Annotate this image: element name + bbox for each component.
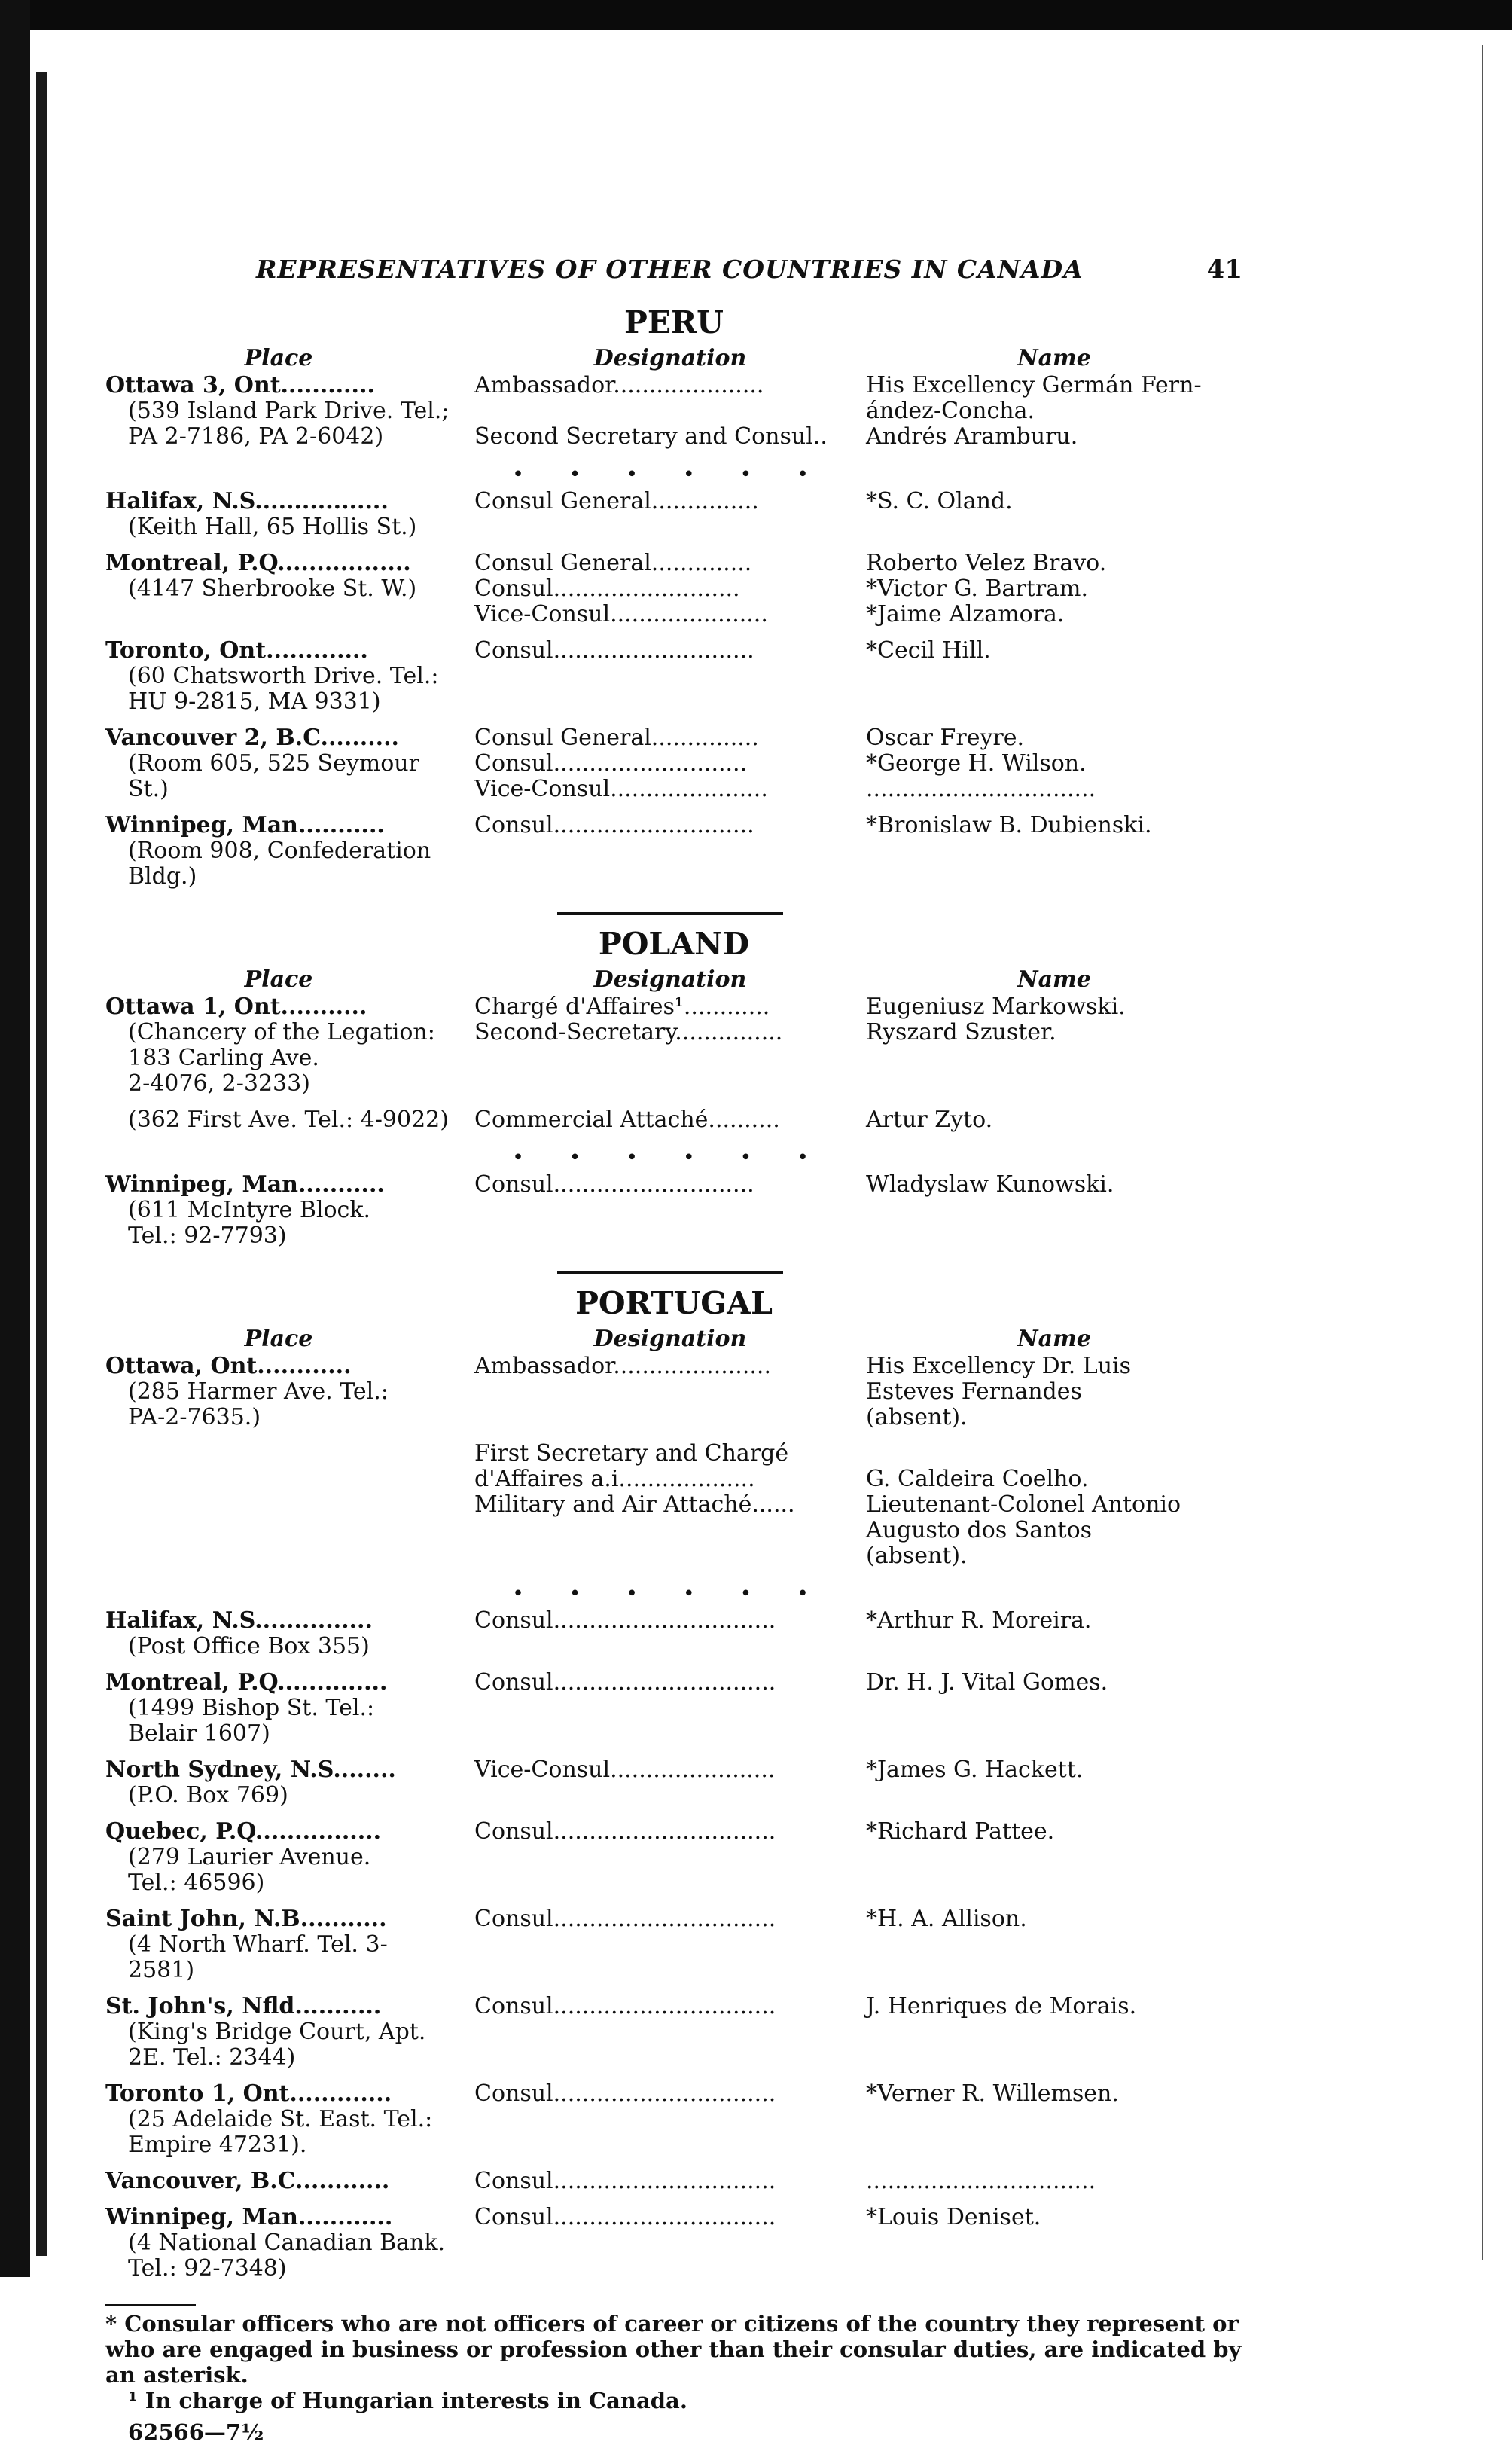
row-gap [105, 1659, 1242, 1670]
table-row [105, 1172, 1242, 1249]
designation-cell [474, 1354, 866, 1430]
column-header-name: Name [1017, 966, 1091, 993]
table-row [105, 1107, 1242, 1133]
designation-line: Military and Air Attaché...... [474, 1491, 795, 1518]
name-cell [866, 1354, 1242, 1430]
place-cell [105, 994, 474, 1097]
place-address: (Keith Hall, 65 Hollis St.) [128, 514, 417, 540]
table-row [105, 373, 1242, 450]
place-name: Toronto, Ont............. [105, 637, 368, 664]
place-name: Ottawa, Ont............ [105, 1353, 352, 1379]
place-name: North Sydney, N.S........ [105, 1757, 396, 1783]
footnote-one: ¹ In charge of Hungarian interests in Canada. [128, 2388, 687, 2413]
table-row [105, 1670, 1242, 1747]
name-line: *Jaime Alzamora. [866, 601, 1065, 627]
place-name: Vancouver, B.C............ [105, 2168, 390, 2194]
designation-line: Consul........................... [474, 750, 748, 777]
name-cell [866, 2169, 1242, 2194]
name-cell [866, 1994, 1242, 2071]
country-sections [105, 304, 1242, 2292]
table-row [105, 1819, 1242, 1896]
scan-binding-edge [36, 72, 47, 2256]
footnotes [105, 2304, 1242, 2445]
table-row [105, 2169, 1242, 2194]
place-address: (539 Island Park Drive. Tel.; [128, 398, 450, 424]
designation-cell [474, 373, 866, 450]
name-line: Eugeniusz Markowski. [866, 994, 1126, 1020]
place-name: Winnipeg, Man........... [105, 812, 385, 838]
column-header-place: Place [244, 345, 313, 371]
name-line: (absent). [866, 1543, 968, 1569]
designation-cell [474, 1441, 866, 1569]
column-header-name: Name [1017, 1326, 1091, 1352]
name-cell [866, 813, 1242, 890]
name-cell [866, 1107, 1242, 1133]
place-address: PA-2-7635.) [128, 1404, 261, 1430]
table-row [105, 994, 1242, 1097]
name-line [866, 1441, 1242, 1467]
name-line: *Verner R. Willemsen. [866, 2080, 1119, 2107]
name-line: *Bronislaw B. Dubienski. [866, 812, 1152, 838]
row-gap [105, 2282, 1242, 2292]
row-gap [105, 540, 1242, 551]
place-cell [105, 1819, 474, 1896]
place-name: Winnipeg, Man............ [105, 2204, 393, 2230]
designation-line: Consul General.............. [474, 550, 752, 576]
row-gap [105, 627, 1242, 638]
designation-line: Consul General............... [474, 725, 759, 751]
column-header-name: Name [1017, 345, 1091, 371]
designation-cell [474, 1107, 866, 1133]
column-header-designation: Designation [593, 966, 747, 993]
place-name: St. John's, Nfld........... [105, 1993, 382, 2019]
designation-cell [474, 2205, 866, 2282]
row-gap [105, 890, 1242, 900]
section-separator [557, 912, 783, 915]
place-address: 2E. Tel.: 2344) [128, 2044, 296, 2071]
designation-line: First Secretary and Chargé [474, 1440, 789, 1467]
place-address: Tel.: 92-7348) [128, 2255, 287, 2282]
place-address: Tel.: 46596) [128, 1870, 265, 1896]
name-cell [866, 1172, 1242, 1249]
row-gap [105, 1249, 1242, 1259]
place-address: Belair 1607) [128, 1720, 270, 1747]
place-address: Tel.: 92-7793) [128, 1222, 287, 1249]
designation-line: Consul............................... [474, 2204, 776, 2230]
row-gap [105, 1983, 1242, 1994]
designation-line: d'Affaires a.i................... [474, 1466, 755, 1492]
dotted-divider: • • • • • • [512, 463, 828, 486]
place-address: (60 Chatsworth Drive. Tel.: [128, 663, 439, 689]
table-row [105, 813, 1242, 890]
name-cell [866, 373, 1242, 450]
place-address: Bldg.) [128, 863, 197, 890]
place-address: (285 Harmer Ave. Tel.: [128, 1378, 389, 1405]
place-name: Halifax, N.S............... [105, 1607, 373, 1634]
column-header-place: Place [244, 1326, 313, 1352]
name-line: Augusto dos Santos [866, 1517, 1093, 1543]
row-gap [105, 2194, 1242, 2205]
place-cell [105, 2081, 474, 2158]
table-row [105, 2205, 1242, 2282]
row-gap [105, 1747, 1242, 1757]
row-gap [105, 715, 1242, 725]
designation-cell [474, 1172, 866, 1249]
running-header [105, 241, 1242, 294]
row-gap [105, 1896, 1242, 1906]
name-line: *Richard Pattee. [866, 1818, 1055, 1845]
designation-line: Vice-Consul...................... [474, 601, 768, 627]
document-page [105, 241, 1242, 2445]
place-cell [105, 1906, 474, 1983]
place-address: (King's Bridge Court, Apt. [128, 2019, 426, 2045]
name-line: J. Henriques de Morais. [866, 1993, 1137, 2019]
place-address: 183 Carling Ave. [128, 1045, 319, 1071]
name-line: Roberto Velez Bravo. [866, 550, 1107, 576]
row-gap [105, 802, 1242, 813]
section-separator [557, 1271, 783, 1274]
name-cell [866, 1819, 1242, 1896]
designation-line: Consul............................... [474, 1906, 776, 1932]
table-row [105, 1441, 1242, 1569]
column-headers [105, 1326, 1242, 1352]
row-gap [105, 2071, 1242, 2081]
designation-line: Consul.......................... [474, 575, 740, 602]
designation-line: Consul General............... [474, 488, 759, 514]
place-name: Montreal, P.Q................. [105, 550, 411, 576]
place-name: Quebec, P.Q................ [105, 1818, 382, 1845]
designation-cell [474, 1608, 866, 1659]
name-line: Oscar Freyre. [866, 725, 1025, 751]
name-line: His Excellency Germán Fern- [866, 372, 1202, 398]
designation-line: Consul............................... [474, 1669, 776, 1696]
place-address: (362 First Ave. Tel.: 4-9022) [128, 1107, 449, 1133]
name-line: (absent). [866, 1404, 968, 1430]
row-gap [105, 1133, 1242, 1143]
row-gap [105, 1430, 1242, 1441]
place-address: (Post Office Box 355) [128, 1633, 370, 1659]
place-name: Toronto 1, Ont............. [105, 2080, 392, 2107]
table-row [105, 1906, 1242, 1983]
designation-line: Consul............................ [474, 1171, 754, 1198]
name-cell [866, 489, 1242, 540]
row-gap [105, 1097, 1242, 1107]
name-cell [866, 1906, 1242, 1983]
name-line: His Excellency Dr. Luis [866, 1353, 1132, 1379]
designation-cell [474, 551, 866, 627]
place-name: Winnipeg, Man........... [105, 1171, 385, 1198]
running-title: REPRESENTATIVES OF OTHER COUNTRIES IN CANADA [256, 255, 1084, 284]
name-cell [866, 1670, 1242, 1747]
place-cell [105, 1354, 474, 1430]
place-cell [105, 1172, 474, 1249]
name-line: Ryszard Szuster. [866, 1019, 1056, 1045]
column-header-designation: Designation [593, 1326, 747, 1352]
place-address: Empire 47231). [128, 2132, 307, 2158]
place-cell [105, 725, 474, 802]
place-name: Halifax, N.S................. [105, 488, 389, 514]
name-cell [866, 638, 1242, 715]
name-line: ................................ [866, 2168, 1096, 2194]
place-cell [105, 2169, 474, 2194]
column-headers [105, 966, 1242, 993]
column-header-place: Place [244, 966, 313, 993]
place-address: (1499 Bishop St. Tel.: [128, 1695, 375, 1721]
country-heading: PORTUGAL [575, 1285, 773, 1321]
name-line: ................................ [866, 776, 1096, 802]
name-line: *Arthur R. Moreira. [866, 1607, 1092, 1634]
name-cell [866, 725, 1242, 802]
place-address: (Room 605, 525 Seymour [128, 750, 419, 777]
place-cell [105, 489, 474, 540]
place-address: (Chancery of the Legation: [128, 1019, 435, 1045]
place-address: (25 Adelaide St. East. Tel.: [128, 2106, 433, 2132]
print-code: 62566—7½ [128, 2419, 264, 2445]
place-address: (Room 908, Confederation [128, 838, 431, 864]
place-cell [105, 638, 474, 715]
designation-cell [474, 1994, 866, 2071]
name-cell [866, 551, 1242, 627]
place-address: St.) [128, 776, 169, 802]
place-address: PA 2-7186, PA 2-6042) [128, 423, 384, 450]
place-cell [105, 1670, 474, 1747]
place-address: HU 9-2815, MA 9331) [128, 688, 381, 715]
name-line: *George H. Wilson. [866, 750, 1087, 777]
row-gap [105, 1569, 1242, 1580]
designation-line: Consul............................ [474, 812, 754, 838]
row-gap [105, 1809, 1242, 1819]
designation-cell [474, 994, 866, 1097]
column-header-designation: Designation [593, 345, 747, 371]
designation-line: Consul............................... [474, 1607, 776, 1634]
designation-line: Second Secretary and Consul.. [474, 423, 828, 450]
designation-cell [474, 1819, 866, 1896]
designation-cell [474, 2169, 866, 2194]
designation-line: Consul............................... [474, 1993, 776, 2019]
place-address: 2-4076, 2-3233) [128, 1070, 310, 1097]
name-line: ández-Concha. [866, 398, 1035, 424]
table-row [105, 1354, 1242, 1430]
place-name: Ottawa 1, Ont........... [105, 994, 367, 1020]
designation-cell [474, 489, 866, 540]
name-line: Andrés Aramburu. [866, 423, 1078, 450]
row-gap [105, 2158, 1242, 2169]
table-row [105, 489, 1242, 540]
name-line: Artur Zyto. [866, 1107, 993, 1133]
name-line: Wladyslaw Kunowski. [866, 1171, 1114, 1198]
table-row [105, 638, 1242, 715]
place-address: (4 North Wharf. Tel. 3-2581) [128, 1931, 388, 1983]
designation-cell [474, 1906, 866, 1983]
place-cell [105, 551, 474, 627]
table-row [105, 551, 1242, 627]
name-line: *James G. Hackett. [866, 1757, 1084, 1783]
designation-cell [474, 1757, 866, 1809]
designation-line: Chargé d'Affaires¹............ [474, 994, 770, 1020]
place-cell [105, 1441, 474, 1569]
page-number: 41 [1206, 255, 1242, 285]
country-heading: POLAND [598, 926, 750, 962]
place-address: (4 National Canadian Bank. [128, 2230, 446, 2256]
place-cell [105, 2205, 474, 2282]
name-line: *Louis Deniset. [866, 2204, 1041, 2230]
place-name: Saint John, N.B........... [105, 1906, 387, 1932]
place-cell [105, 1994, 474, 2071]
place-cell [105, 1757, 474, 1809]
designation-line [474, 398, 851, 424]
designation-cell [474, 1670, 866, 1747]
place-address: (4147 Sherbrooke St. W.) [128, 575, 417, 602]
designation-line: Vice-Consul...................... [474, 776, 768, 802]
name-cell [866, 2081, 1242, 2158]
country-heading: PERU [624, 304, 724, 340]
name-line: Lieutenant-Colonel Antonio [866, 1491, 1181, 1518]
name-cell [866, 994, 1242, 1097]
designation-line: Ambassador..................... [474, 372, 764, 398]
name-line: *Victor G. Bartram. [866, 575, 1089, 602]
dotted-divider: • • • • • • [512, 1146, 828, 1169]
designation-line: Ambassador...................... [474, 1353, 771, 1379]
column-headers [105, 345, 1242, 371]
name-line: Esteves Fernandes [866, 1378, 1082, 1405]
table-row [105, 1757, 1242, 1809]
name-line: *Cecil Hill. [866, 637, 991, 664]
place-address: (611 McIntyre Block. [128, 1197, 371, 1223]
place-cell [105, 1608, 474, 1659]
scan-right-edge [1482, 45, 1483, 2260]
table-row [105, 1994, 1242, 2071]
footnote-asterisk: * Consular officers who are not officers of career or citizens of the country they represent or who are engaged in business or profession other than their consular duties, are indicated by an asterisk. [105, 2311, 1242, 2388]
place-address: (P.O. Box 769) [128, 1782, 288, 1809]
designation-line: Consul............................... [474, 2168, 776, 2194]
designation-line: Consul............................ [474, 637, 754, 664]
table-row [105, 1608, 1242, 1659]
place-cell [105, 373, 474, 450]
name-cell [866, 1757, 1242, 1809]
place-name: Montreal, P.Q.............. [105, 1669, 388, 1696]
designation-line: Consul............................... [474, 1818, 776, 1845]
name-cell [866, 1608, 1242, 1659]
designation-cell [474, 2081, 866, 2158]
name-cell [866, 2205, 1242, 2282]
designation-line: Second-Secretary............... [474, 1019, 783, 1045]
place-cell [105, 1107, 474, 1133]
table-row [105, 2081, 1242, 2158]
designation-line: Commercial Attaché.......... [474, 1107, 780, 1133]
place-address: (279 Laurier Avenue. [128, 1844, 371, 1870]
scan-top-border [0, 0, 1512, 30]
place-cell [105, 813, 474, 890]
dotted-divider: • • • • • • [512, 1583, 828, 1605]
designation-line: Consul............................... [474, 2080, 776, 2107]
name-line: Dr. H. J. Vital Gomes. [866, 1669, 1108, 1696]
name-line: *S. C. Oland. [866, 488, 1013, 514]
table-row [105, 725, 1242, 802]
designation-cell [474, 725, 866, 802]
name-cell [866, 1441, 1242, 1569]
row-gap [105, 450, 1242, 460]
name-line: *H. A. Allison. [866, 1906, 1027, 1932]
place-name: Vancouver 2, B.C.......... [105, 725, 399, 751]
designation-cell [474, 813, 866, 890]
footnote-rule [105, 2304, 196, 2306]
scan-left-border [0, 0, 30, 2277]
place-name: Ottawa 3, Ont............ [105, 372, 375, 398]
name-line: G. Caldeira Coelho. [866, 1466, 1089, 1492]
designation-line: Vice-Consul....................... [474, 1757, 776, 1783]
designation-cell [474, 638, 866, 715]
